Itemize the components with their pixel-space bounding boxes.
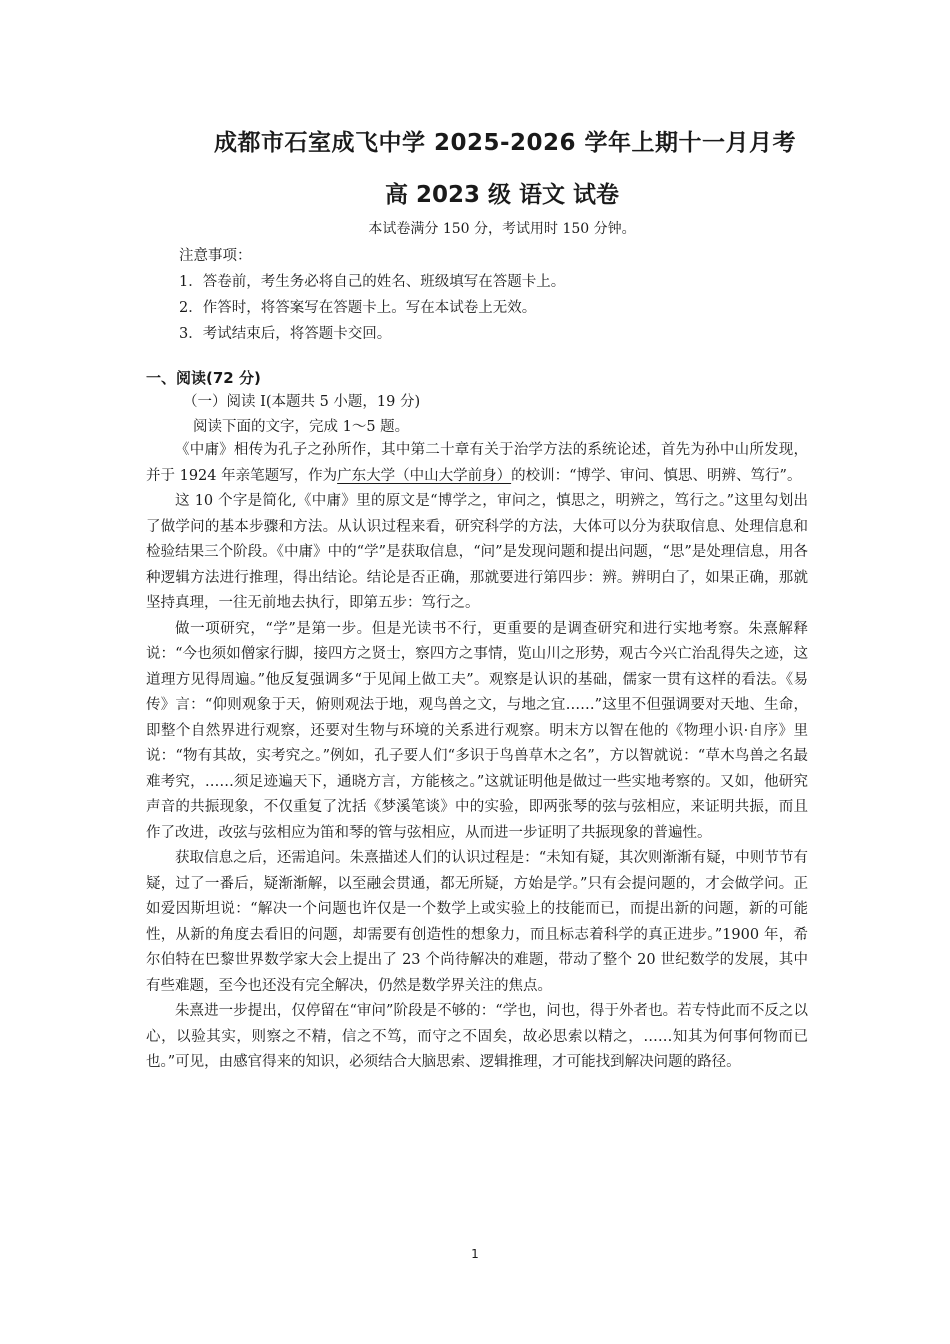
passage-paragraph: 获取信息之后，还需追问。朱熹描述人们的认识过程是：“未知有疑，其次则渐渐有疑，中则节节有疑，过了一番后，疑渐渐解，以至融会贯通，都无所疑，方始是学。”只有会提问题的，才会做学问。正如爱因斯坦说：“解决一个问题也许仅是一个数学上或实验上的技能而已，而提出新的问题，新的可能性，从新的角度去看旧的问题，却需要有创造性的想象力，而且标志着科学的真正进步。”1900 年，希尔伯特在巴黎世界数学家大会上提出了 23 个尚待解决的难题，带动了整个 20 世纪数学的发展，其中有些难题，至今也还没有完全解决，仍然是数学界关注的焦点。 bbox=[146, 850, 808, 994]
passage-paragraph: 这 10 个字是简化,《中庸》里的原文是“博学之，审问之，慎思之，明辨之，笃行之。”这里勾划出了做学问的基本步骤和方法。从认识过程来看，研究科学的方法，大体可以分为获取信息、处理信息和检验结果三个阶段。《中庸》中的“学”是获取信息，“问”是发现问题和提出问题，“思”是处理信息，用各种逻辑方法进行推理，得出结论。结论是否正确，那就要进行第四步：辨。辨明白了，如果正确，那就坚持真理，一往无前地去执行，即第五步：笃行之。 bbox=[146, 493, 808, 611]
section-title: 一、阅读(72 分) bbox=[146, 369, 261, 387]
notes-heading: 注意事项： bbox=[179, 248, 252, 264]
reading-passage bbox=[146, 438, 808, 1076]
subsection-title: （一）阅读 I(本题共 5 小题，19 分) bbox=[183, 394, 421, 410]
passage-text: 的校训：“博学、审问、慎思、明辨、笃行”。 bbox=[511, 467, 802, 484]
underlined-text: 广东大学（中山大学前身） bbox=[337, 467, 512, 484]
notes-item: 2．作答时，将答案写在答题卡上。写在本试卷上无效。 bbox=[179, 300, 537, 316]
passage-text: 《中庸》相传为孔子之孙所作，其中第二十章有关于治学方法的系统论述，首先为孙中山所发现，并于 1924 年亲笔题写，作为 bbox=[146, 442, 808, 484]
notes-item: 1．答卷前，考生务必将自己的姓名、班级填写在答题卡上。 bbox=[179, 274, 566, 290]
exam-title: 成都市石室成飞中学 2025-2026 学年上期十一月月考 bbox=[213, 130, 797, 156]
notes-item: 3．考试结束后，将答题卡交回。 bbox=[179, 326, 392, 342]
exam-subtitle: 高 2023 级 语文 试卷 bbox=[384, 182, 620, 208]
page-number: 1 bbox=[471, 1247, 479, 1261]
passage-paragraph: 做一项研究，“学”是第一步。但是光读书不行，更重要的是调查研究和进行实地考察。朱熹解释说：“今也须如僧家行脚，接四方之贤士，察四方之事情，览山川之形势，观古今兴亡治乱得失之迹，这道理方见得周遍。”他反复强调多“于见闻上做工夫”。观察是认识的基础，儒家一贯有这样的看法。《易传》言：“仰则观象于天，俯则观法于地，观鸟兽之文，与地之宜……”这里不但强调要对天地、生命，即整个自然界进行观察，还要对生物与环境的关系进行观察。明末方以智在他的《物理小识·自序》里说：“物有其故，实考究之。”例如，孔子要人们“多识于鸟兽草木之名”，方以智就说：“草木鸟兽之名最难考究，……须足迹遍天下，通晓方言，方能核之。”这就证明他是做过一些实地考察的。又如，他研究声音的共振现象，不仅重复了沈括《梦溪笔谈》中的实验，即两张琴的弦与弦相应，来证明共振，而且作了改进，改弦与弦相应为笛和琴的管与弦相应，从而进一步证明了共振现象的普遍性。 bbox=[146, 620, 808, 841]
passage-paragraph: 朱熹进一步提出，仅停留在“审问”阶段是不够的：“学也，问也，得于外者也。若专恃此而不反之以心，以验其实，则察之不精，信之不笃，而守之不固矣，故必思索以精之，……知其为何事何物而已也。”可见，由感官得来的知识，必须结合大脑思索、逻辑推理，才可能找到解决问题的路径。 bbox=[146, 1003, 808, 1070]
exam-info: 本试卷满分 150 分，考试用时 150 分钟。 bbox=[368, 221, 636, 237]
notes-block bbox=[179, 243, 565, 347]
reading-instruction: 阅读下面的文字，完成 1～5 题。 bbox=[193, 419, 410, 435]
passage-paragraph bbox=[146, 438, 808, 489]
